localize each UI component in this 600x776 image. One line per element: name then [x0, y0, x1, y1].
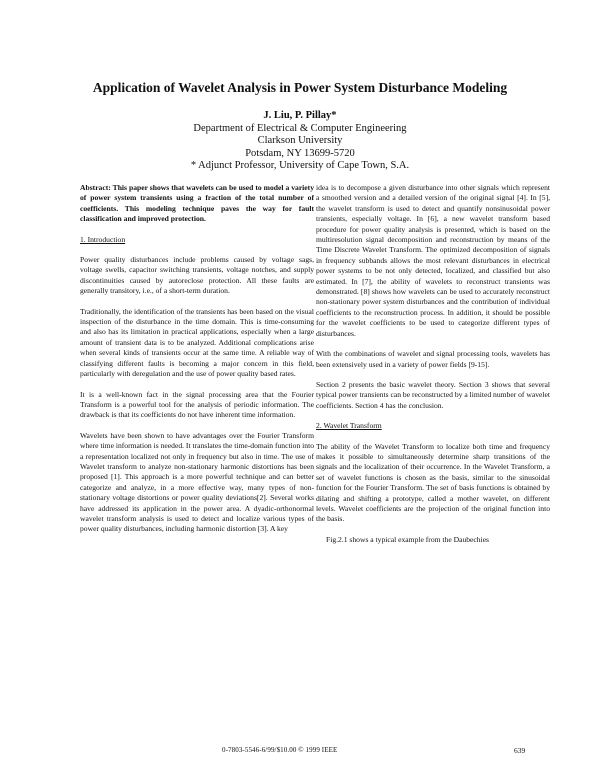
section-heading-introduction: 1. Introduction: [80, 234, 126, 244]
paragraph: With the combinations of wavelet and signal processing tools, wavelets has been extensively used in a variety of power fields [9-15].: [316, 349, 550, 369]
paper-title: Application of Wavelet Analysis in Power System Disturbance Modeling: [92, 80, 508, 95]
page-number: 639: [514, 746, 526, 755]
section-heading-wavelet-transform: 2. Wavelet Transform: [316, 421, 382, 431]
paragraph: The ability of the Wavelet Transform to localize both time and frequency makes it possible to simultaneously determine sharp transitions of the signals and the localization of their occurrence. In the Wavelet Transform, a set of wavelet functions is chosen as the basis, similar to the sinusoidal function for the Fourier Transform. The set of basis functions is obtained by dilating and shifting a prototype, called a mother wavelet, on different levels. Wavelet coefficients are the projection of the original function into the basis.: [316, 441, 550, 524]
paragraph: Power quality disturbances include problems caused by voltage sags, voltage swells, capacitor switching transients, voltage notches, and supply discontinuities caused by autoreclose protection. All these faults are generally transitory, i.e., of a short-term duration.: [80, 255, 314, 296]
paragraph: Wavelets have been shown to have advantages over the Fourier Transform where time information is needed. It translates the time-domain function into a representation localized not only in frequency but also in time. The use of Wavelet transform to analyze non-stationary harmonic distortions has been proposed [1]. This approach is a more powerful technique and can better categorize and analyze, in a more effective way, many types of non-stationary voltage distortions or power quality deviations[2]. Several works have addressed its application in the power area. A dyadic-orthonormal wavelet transform analysis is used to detect and localize various types of power quality disturbances, including harmonic distortion [3]. A key: [80, 430, 314, 534]
paragraph: It is a well-known fact in the signal processing area that the Fourier Transform is a powerful tool for the analysis of periodic information. The drawback is that its coefficients do not have inherent time information.: [80, 389, 314, 420]
abstract-text: This paper shows that wavelets can be used to model a variety of power system transients using a fraction of the total number of coefficients. This modeling technique paves the way for fault classification and improved protection.: [80, 183, 314, 224]
affiliation-university: Clarkson University: [257, 135, 343, 146]
affiliation-note: * Adjunct Professor, University of Cape Town, S.A.: [190, 160, 410, 171]
paragraph: idea is to decompose a given disturbance into other signals which represent a smoothed version and a detailed version of the original signal [4]. In [5], the wavelet transform is used to detect and quantify nonsinusoidal power transients, especially voltage. In [6], a new wavelet transform based procedure for power quality analysis is presented, which is based on the multiresolution signal decomposition and reconstruction by means of the Time Discrete Wavelet Transform. The optimized decomposition of signals in frequency subbands allows the most relevant disturbances in electrical power systems to be not only detected, localized, and classified but also estimated. In [7], the ability of wavelets to reconstruct transients was demonstrated. [8] shows how wavelets can be used to accurately reconstruct non-stationary power system disturbances and the contribution of individual coefficients to the reconstruction process. In addition, it should be possible for the wavelet coefficients to be used to categorize different types of disturbances.: [316, 183, 550, 338]
paragraph: Fig.2.1 shows a typical example from the Daubechies: [326, 534, 490, 544]
affiliation-department: Department of Electrical & Computer Engineering: [193, 122, 407, 134]
paragraph: Section 2 presents the basic wavelet theory. Section 3 shows that several typical power transients can be reconstructed by a limited number of wavelet coefficients. Section 4 has the conclusion.: [316, 379, 550, 410]
abstract-label: Abstract:: [80, 183, 111, 192]
author-block: [40, 110, 560, 173]
abstract: [80, 183, 314, 225]
affiliation-address: Potsdam, NY 13699-5720: [245, 147, 355, 159]
author-names: J. Liu, P. Pillay*: [263, 110, 337, 121]
paragraph: Traditionally, the identification of the transients has been based on the visual inspection of the disturbance in the time domain. This is time-consuming and also has its limitation in practical applications, especially when a large amount of transient data is to be analyzed. Additional complications arise when several kinds of transients occur at the same time. A reliable way of classifying different faults is becoming a major concern in this field, particularly with deregulation and the use of power quality based rates.: [80, 306, 314, 379]
right-column: [316, 183, 550, 555]
copyright-footer: 0-7803-5546-6/99/$10.00 © 1999 IEEE: [222, 746, 338, 754]
left-column: [80, 183, 314, 545]
